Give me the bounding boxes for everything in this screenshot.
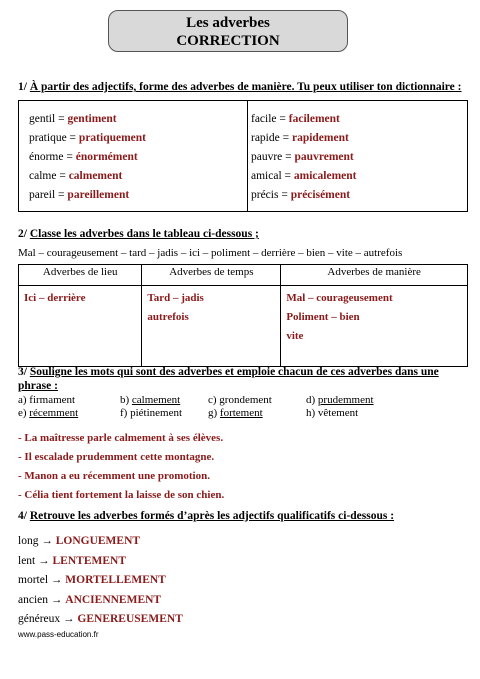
- q3-text2: phrase :: [18, 380, 58, 392]
- adjective-row-2: lent → LENTEMENT: [18, 555, 126, 567]
- question-1: [18, 81, 462, 93]
- footer-url[interactable]: www.pass-education.fr: [18, 630, 99, 639]
- q4-text: Retrouve les adverbes formés d’après les adjectifs qualificatifs ci-dessous :: [29, 510, 395, 522]
- item-c: c) grondement: [208, 394, 272, 406]
- question-3-cont: [18, 380, 58, 392]
- maniere-item: Mal – courageusement: [286, 292, 393, 304]
- sentence-4: - Célia tient fortement la laisse de son chien.: [18, 489, 225, 501]
- title-box: [108, 10, 348, 52]
- sentence-1: - La maîtresse parle calmement à ses élèves.: [18, 432, 224, 444]
- right-pair-1: facile = facilement: [251, 113, 340, 125]
- item-b: b) calmement: [120, 394, 181, 406]
- q3-number: 3/: [18, 366, 30, 378]
- q2-text: Classe les adverbes dans le tableau ci-dessous ;: [29, 228, 259, 240]
- adjective-row-5: généreux → GENEREUSEMENT: [18, 613, 183, 625]
- right-pair-2: rapide = rapidement: [251, 132, 349, 144]
- sentence-2: - Il escalade prudemment cette montagne.: [18, 451, 215, 463]
- cell-temps: [142, 286, 281, 367]
- left-pair-2: pratique = pratiquement: [29, 132, 147, 144]
- q2-number: 2/: [18, 228, 30, 240]
- adjective-row-3: mortel → MORTELLEMENT: [18, 574, 166, 586]
- q2-word-list: Mal – courageusement – tard – jadis – ici – poliment – derrière – bien – vite – autrefois: [18, 247, 403, 259]
- item-d: d) prudemment: [306, 394, 374, 406]
- left-pair-4: calme = calmement: [29, 170, 123, 182]
- title-line2: CORRECTION: [176, 33, 280, 49]
- header-temps: Adverbes de temps: [142, 265, 281, 286]
- item-g: g) fortement: [208, 407, 263, 419]
- q4-number: 4/: [18, 510, 30, 522]
- classification-table: [18, 264, 468, 367]
- question-3: [18, 366, 439, 378]
- adjective-row-1: long → LONGUEMENT: [18, 535, 141, 547]
- title-line1: Les adverbes: [186, 15, 270, 31]
- question-4: [18, 510, 394, 522]
- q1-text: À partir des adjectifs, forme des adverbes de manière. Tu peux utiliser ton dictionnaire :: [29, 81, 462, 93]
- maniere-item: vite: [286, 330, 304, 342]
- temps-item: autrefois: [147, 311, 189, 323]
- cell-maniere: [281, 286, 468, 367]
- item-f: f) piétinement: [120, 407, 183, 419]
- temps-item: Tard – jadis: [147, 292, 204, 304]
- q1-number: 1/: [18, 81, 30, 93]
- right-pair-4: amical = amicalement: [251, 170, 357, 182]
- lieu-item: Ici – derrière: [24, 292, 86, 304]
- cell-lieu: [19, 286, 142, 367]
- item-a: a) firmament: [18, 394, 76, 406]
- table-divider: [247, 101, 248, 211]
- adverb-formation-table: [18, 100, 468, 212]
- right-pair-5: précis = précisément: [251, 189, 351, 201]
- sentence-3: - Manon a eu récemment une promotion.: [18, 470, 210, 482]
- item-h: h) vêtement: [306, 407, 359, 419]
- left-pair-1: gentil = gentiment: [29, 113, 117, 125]
- question-2: [18, 228, 259, 240]
- maniere-item: Poliment – bien: [286, 311, 360, 323]
- adjective-row-4: ancien → ANCIENNEMENT: [18, 594, 162, 606]
- header-maniere: Adverbes de manière: [281, 265, 468, 286]
- left-pair-5: pareil = pareillement: [29, 189, 130, 201]
- header-lieu: Adverbes de lieu: [19, 265, 142, 286]
- item-e: e) récemment: [18, 407, 79, 419]
- right-pair-3: pauvre = pauvrement: [251, 151, 354, 163]
- q3-text: Souligne les mots qui sont des adverbes et emploie chacun de ces adverbes dans une: [29, 366, 439, 378]
- left-pair-3: énorme = énormément: [29, 151, 138, 163]
